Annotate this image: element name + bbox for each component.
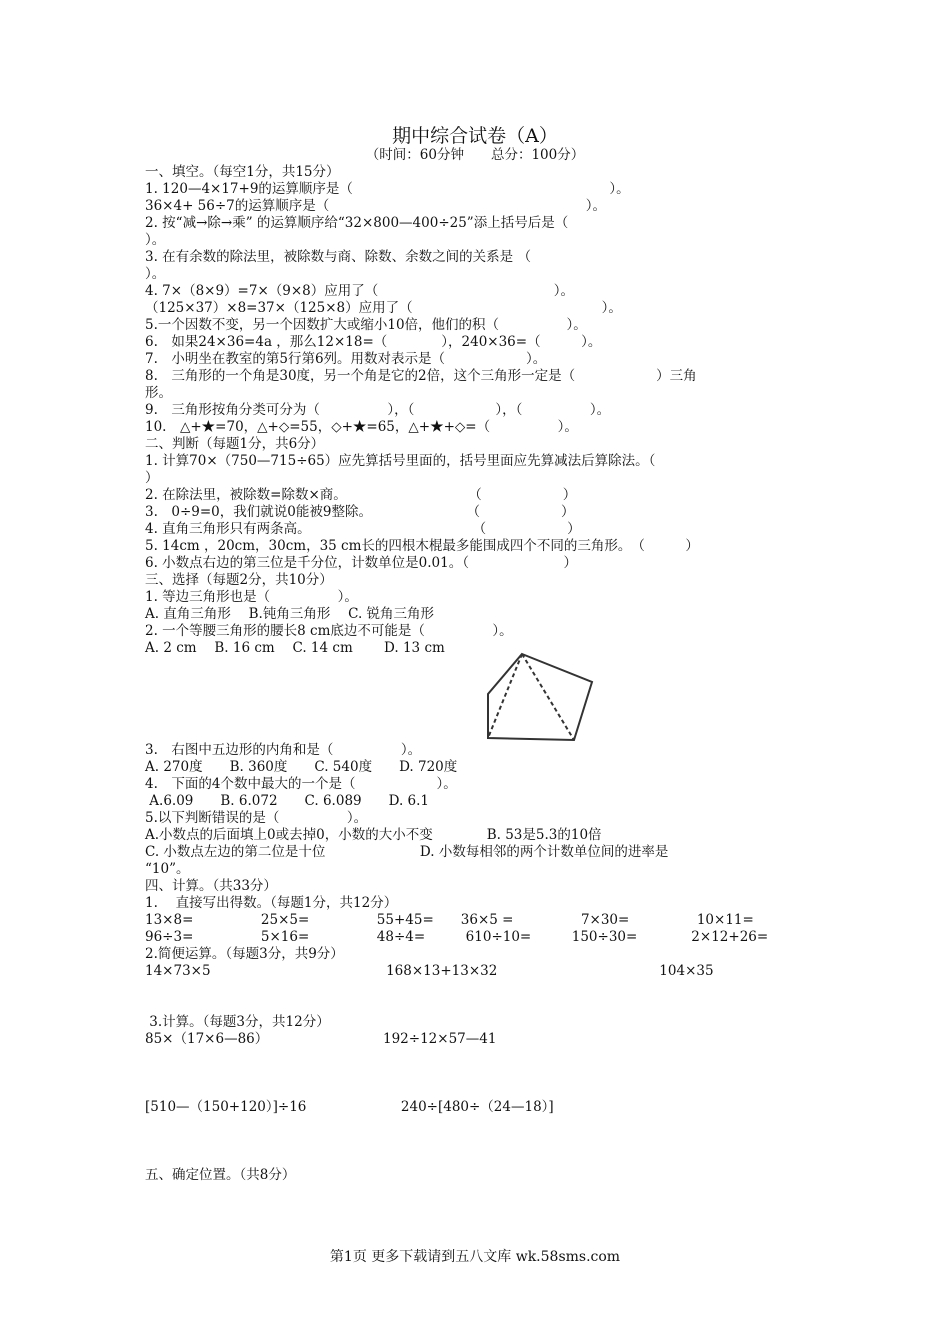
pentagon-diagonal-2 xyxy=(522,654,574,740)
exam-line: 二、判断（每题1分，共6分） xyxy=(145,436,325,452)
exam-line: [510—（150+120）]÷16 240÷[480÷（24—18）] xyxy=(145,1099,554,1115)
exam-line: （125×37）×8=37×（125×8）应用了（ ）。 xyxy=(145,300,622,316)
exam-line: 4. 下面的4个数中最大的一个是（ ）。 xyxy=(145,776,457,792)
page-footer: 第1页 更多下载请到五八文库 wk.58sms.com xyxy=(329,1249,621,1265)
exam-line: 2. 一个等腰三角形的腰长8 cm底边不可能是（ ）。 xyxy=(145,623,513,639)
exam-line: 14×73×5 168×13+13×32 104×35 xyxy=(145,963,714,979)
exam-line: 8. 三角形的一个角是30度，另一个角是它的2倍，这个三角形一定是（ ）三角 xyxy=(145,368,697,384)
exam-line: 2.简便运算。（每题3分，共9分） xyxy=(145,946,344,962)
exam-line: 2. 在除法里，被除数=除数×商。 （ ） xyxy=(145,487,577,503)
exam-line: ）。 xyxy=(145,232,166,248)
page-subtitle: （时间：60分钟 总分：100分） xyxy=(365,147,585,163)
exam-line: 1. 计算70×（750—715÷65）应先算括号里面的，括号里面应先算减法后算除法。（ xyxy=(145,453,656,469)
pentagon-diagonal-1 xyxy=(488,654,522,738)
exam-line: ） xyxy=(145,470,159,486)
exam-line: 5. 14cm ，20cm，30cm，35 cm长的四根木棍最多能围成四个不同的三角形。 （ ） xyxy=(145,538,699,554)
exam-line: 85×（17×6—86） 192÷12×57—41 xyxy=(145,1031,497,1047)
exam-line: 5.一个因数不变，另一个因数扩大或缩小10倍，他们的积（ ）。 xyxy=(145,317,587,333)
exam-line: ）。 xyxy=(145,266,166,282)
exam-line: 96÷3= 5×16= 48÷4= 610÷10= 150÷30= 2×12+26= xyxy=(145,929,769,945)
page-title: 期中综合试卷（A） xyxy=(392,125,558,147)
exam-line: A.小数点的后面填上0或去掉0，小数的大小不变 B. 53是5.3的10倍 xyxy=(145,827,602,843)
pentagon-figure xyxy=(482,650,598,744)
exam-line: 13×8= 25×5= 55+45= 36×5 = 7×30= 10×11= xyxy=(145,912,754,928)
exam-line: 三、选择（每题2分，共10分） xyxy=(145,572,333,588)
exam-line: 4. 7×（8×9）=7×（9×8）应用了（ ）。 xyxy=(145,283,575,299)
exam-line: 6. 如果24×36=4a ，那么12×18=（ ），240×36=（ ）。 xyxy=(145,334,602,350)
exam-line: 3. 0÷9=0，我们就说0能被9整除。 （ ） xyxy=(145,504,575,520)
exam-line: 7. 小明坐在教室的第5行第6列。用数对表示是（ ）。 xyxy=(145,351,547,367)
exam-line: C. 小数点左边的第二位是十位 D. 小数每相邻的两个计数单位间的进率是 xyxy=(145,844,669,860)
exam-line: 5.以下判断错误的是（ ）。 xyxy=(145,810,368,826)
exam-line: 五、确定位置。（共8分） xyxy=(145,1167,296,1183)
exam-line: “10”。 xyxy=(145,861,190,877)
exam-line: 2. 按“减→除→乘” 的运算顺序给“32×800—400÷25”添上括号后是（ xyxy=(145,215,569,231)
exam-line: A. 2 cm B. 16 cm C. 14 cm D. 13 cm xyxy=(145,640,445,656)
exam-line: 36×4+ 56÷7的运算顺序是（ ）。 xyxy=(145,198,607,214)
exam-line: 1. 120—4×17+9的运算顺序是（ ）。 xyxy=(145,181,630,197)
exam-line: A.6.09 B. 6.072 C. 6.089 D. 6.1 xyxy=(145,793,430,809)
exam-line: A. 直角三角形 B.钝角三角形 C. 锐角三角形 xyxy=(145,606,435,622)
exam-line: 3. 在有余数的除法里，被除数与商、除数、余数之间的关系是 （ xyxy=(145,249,531,265)
exam-line: 6. 小数点右边的第三位是千分位，计数单位是0.01。（ ） xyxy=(145,555,577,571)
exam-line: 四、计算。（共33分） xyxy=(145,878,277,894)
exam-line: 形。 xyxy=(145,385,172,401)
pentagon-outline xyxy=(488,654,592,740)
exam-line: 一、填空。（每空1分，共15分） xyxy=(145,164,340,180)
exam-line: 3. 右图中五边形的内角和是（ ）。 xyxy=(145,742,422,758)
exam-line: A. 270度 B. 360度 C. 540度 D. 720度 xyxy=(145,759,458,775)
exam-line: 4. 直角三角形只有两条高。 （ ） xyxy=(145,521,581,537)
exam-line: 9. 三角形按角分类可分为（ ），（ ），（ ）。 xyxy=(145,402,611,418)
exam-line: 3.计算。（每题3分，共12分） xyxy=(145,1014,330,1030)
exam-line: 1. 直接写出得数。（每题1分，共12分） xyxy=(145,895,398,911)
exam-line: 1. 等边三角形也是（ ）。 xyxy=(145,589,358,605)
exam-line: 10. △+★=70，△+◇=55，◇+★=65，△+★+◇=（ ）。 xyxy=(145,419,578,435)
